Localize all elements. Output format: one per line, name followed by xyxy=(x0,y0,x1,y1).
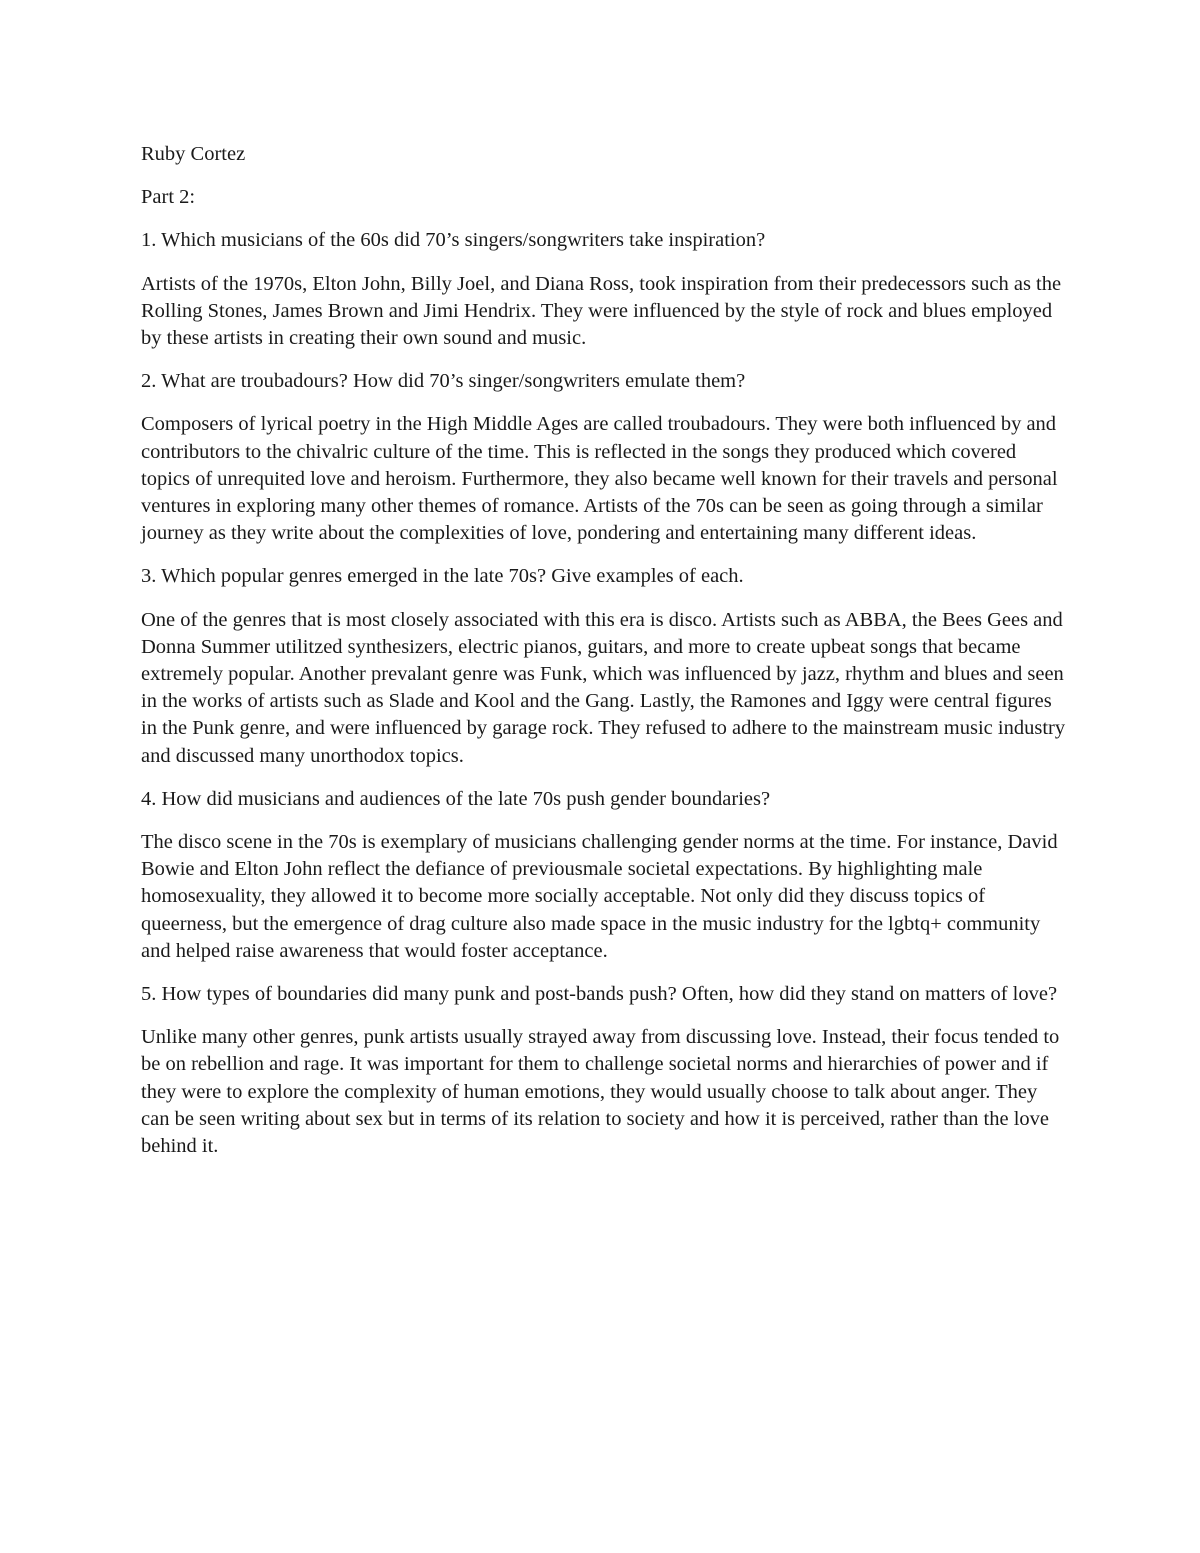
author-name: Ruby Cortez xyxy=(141,143,246,165)
document-body xyxy=(141,141,1066,1176)
question-1: 1. Which musicians of the 60s did 70’s singers/songwriters take inspiration? xyxy=(141,229,766,252)
question-4: 4. How did musicians and audiences of the late 70s push gender boundaries? xyxy=(141,787,771,810)
part-heading: Part 2: xyxy=(141,186,196,209)
question-5: 5. How types of boundaries did many punk and post-bands push? Often, how did they stand on matters of love? xyxy=(141,983,1058,1006)
answer-2: Composers of lyrical poetry in the High Middle Ages are called troubadours. They were both influenced by and contributors to the chivalric culture of the time. This is reflected in the songs they produced which covered topics of unrequited love and heroism. Furthermore, they also became well known for their travels and personal ventures in exploring many other themes of romance. Artists of the 70s can be seen as going through a similar journey as they write about the complexities of love, pondering and entertaining many different ideas. xyxy=(141,413,1058,545)
question-2: 2. What are troubadours? How did 70’s singer/songwriters emulate them? xyxy=(141,370,746,393)
answer-4: The disco scene in the 70s is exemplary of musicians challenging gender norms at the time. For instance, David Bowie and Elton John reflect the defiance of previousmale societal expectations. By highlighting male homosexuality, they allowed it to become more socially acceptable. Not only did they discuss topics of queerness, but the emergence of drag culture also made space in the music industry for the lgbtq+ community and helped raise awareness that would foster acceptance. xyxy=(141,831,1058,962)
answer-1: Artists of the 1970s, Elton John, Billy Joel, and Diana Ross, took inspiration from their predecessors such as the Rolling Stones, James Brown and Jimi Hendrix. They were influenced by the style of rock and blues employed by these artists in creating their own sound and music. xyxy=(141,272,1062,350)
answer-5: Unlike many other genres, punk artists usually strayed away from discussing love. Instead, their focus tended to be on rebellion and rage. It was important for them to challenge societal norms and hierarchies of power and if they were to explore the complexity of human emotions, they would usually choose to talk about anger. They can be seen writing about sex but in terms of its relation to society and how it is perceived, rather than the love behind it. xyxy=(141,1026,1060,1158)
answer-3: One of the genres that is most closely associated with this era is disco. Artists such as ABBA, the Bees Gees and Donna Summer utilitzed synthesizers, electric pianos, guitars, and more to create upbeat songs that became extremely popular. Another prevalant genre was Funk, which was influenced by jazz, rhythm and blues and seen in the works of artists such as Slade and Kool and the Gang. Lastly, the Ramones and Iggy were central figures in the Punk genre, and were influenced by garage rock. They refused to adhere to the mainstream music industry and discussed many unorthodox topics. xyxy=(141,608,1066,767)
question-3: 3. Which popular genres emerged in the late 70s? Give examples of each. xyxy=(141,565,744,588)
